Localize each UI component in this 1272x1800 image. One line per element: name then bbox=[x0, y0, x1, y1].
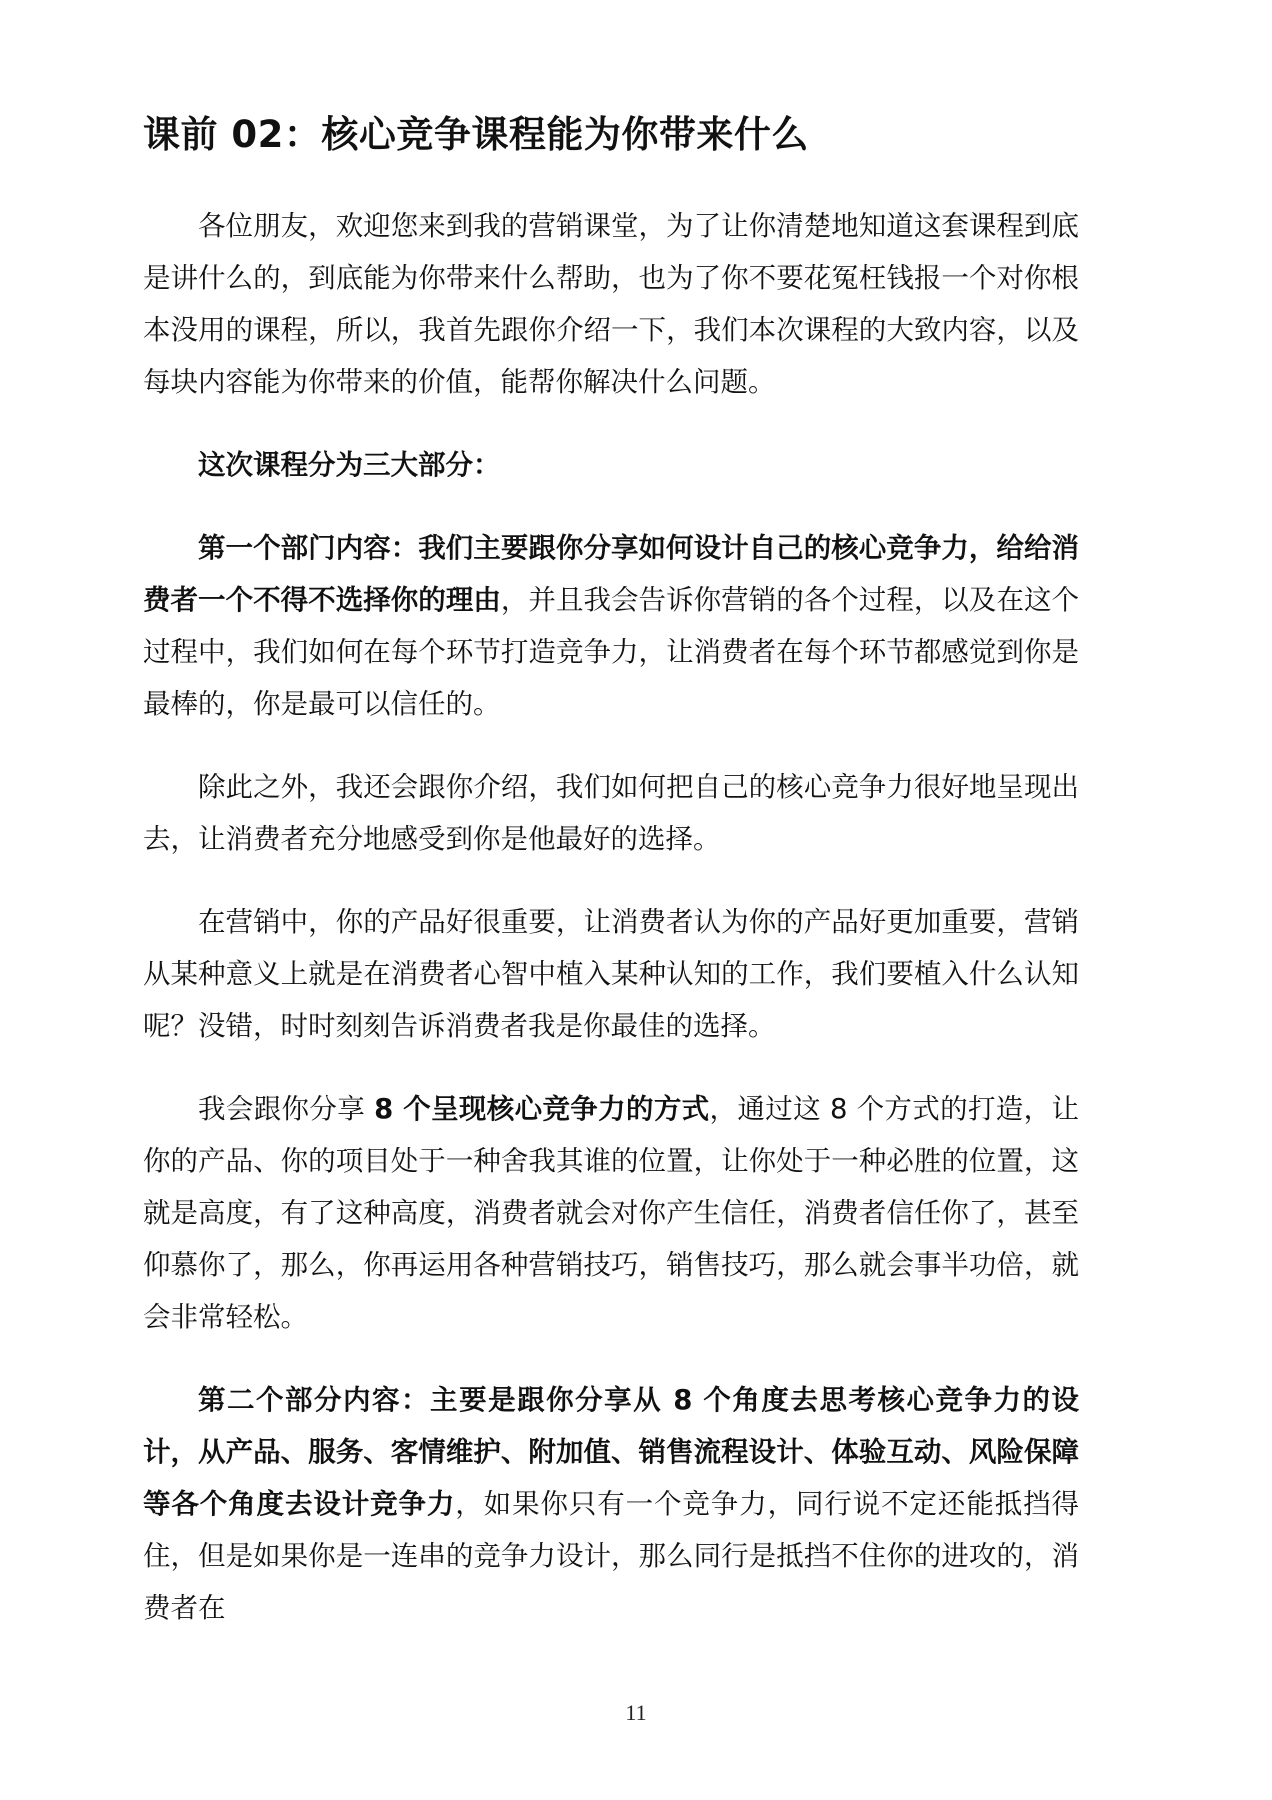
paragraph-part-one-rest: ，并且我会告诉你营销的各个过程，以及在这个过程中，我们如何在每个环节打造竞争力，让消费者在每个环节都感觉到你是最棒的，你是最可以信任的。 bbox=[143, 584, 1080, 720]
paragraph-intro: 各位朋友，欢迎您来到我的营销课堂，为了让你清楚地知道这套课程到底是讲什么的，到底能为你带来什么帮助，也为了你不要花冤枉钱报一个对你根本没用的课程，所以，我首先跟你介绍一下，我们本次课程的大致内容，以及每块内容能为你带来的价值，能帮你解决什么问题。 bbox=[143, 210, 1079, 398]
section-heading: 这次课程分为三大部分： bbox=[198, 449, 501, 481]
paragraph-part-one-bold: 第一个部门内容：我们主要跟你分享如何设计自己的核心竞争力，给给消费者一个不得不选择你的理由 bbox=[143, 532, 1079, 616]
paragraph-part-two-rest: ，如果你只有一个竞争力，同行说不定还能抵挡得住，但是如果你是一连串的竞争力设计，那么同行是抵挡不住你的进攻的，消费者在 bbox=[143, 1488, 1079, 1624]
paragraph-eight-methods-pre: 我会跟你分享 bbox=[198, 1093, 375, 1125]
page-number: 11 bbox=[625, 1700, 647, 1725]
paragraph-eight-methods-bold: 8 个呈现核心竞争力的方式 bbox=[374, 1093, 710, 1125]
paragraph-part-one bbox=[143, 522, 1079, 730]
paragraph-part-two-bold: 第二个部分内容：主要是跟你分享从 8 个角度去思考核心竞争力的设计，从产品、服务、客情维护、附加值、销售流程设计、体验互动、风险保障等各个角度去设计竞争力 bbox=[143, 1384, 1079, 1520]
paragraph-presentation: 除此之外，我还会跟你介绍，我们如何把自己的核心竞争力很好地呈现出去，让消费者充分地感受到你是他最好的选择。 bbox=[143, 771, 1079, 855]
paragraph-eight-methods-rest: ，通过这 8 个方式的打造，让你的产品、你的项目处于一种舍我其谁的位置，让你处于一种必胜的位置，这就是高度，有了这种高度，消费者就会对你产生信任，消费者信任你了，甚至仰慕你了，那么，你再运用各种营销技巧，销售技巧，那么就会事半功倍，就会非常轻松。 bbox=[143, 1093, 1079, 1333]
paragraph-part-two bbox=[143, 1374, 1079, 1634]
page-content bbox=[143, 110, 1079, 1665]
page-title: 课前 02：核心竞争课程能为你带来什么 bbox=[143, 113, 809, 156]
paragraph-eight-methods bbox=[143, 1083, 1079, 1343]
paragraph-marketing: 在营销中，你的产品好很重要，让消费者认为你的产品好更加重要，营销从某种意义上就是在消费者心智中植入某种认知的工作，我们要植入什么认知呢？没错，时时刻刻告诉消费者我是你最佳的选择。 bbox=[143, 906, 1079, 1042]
